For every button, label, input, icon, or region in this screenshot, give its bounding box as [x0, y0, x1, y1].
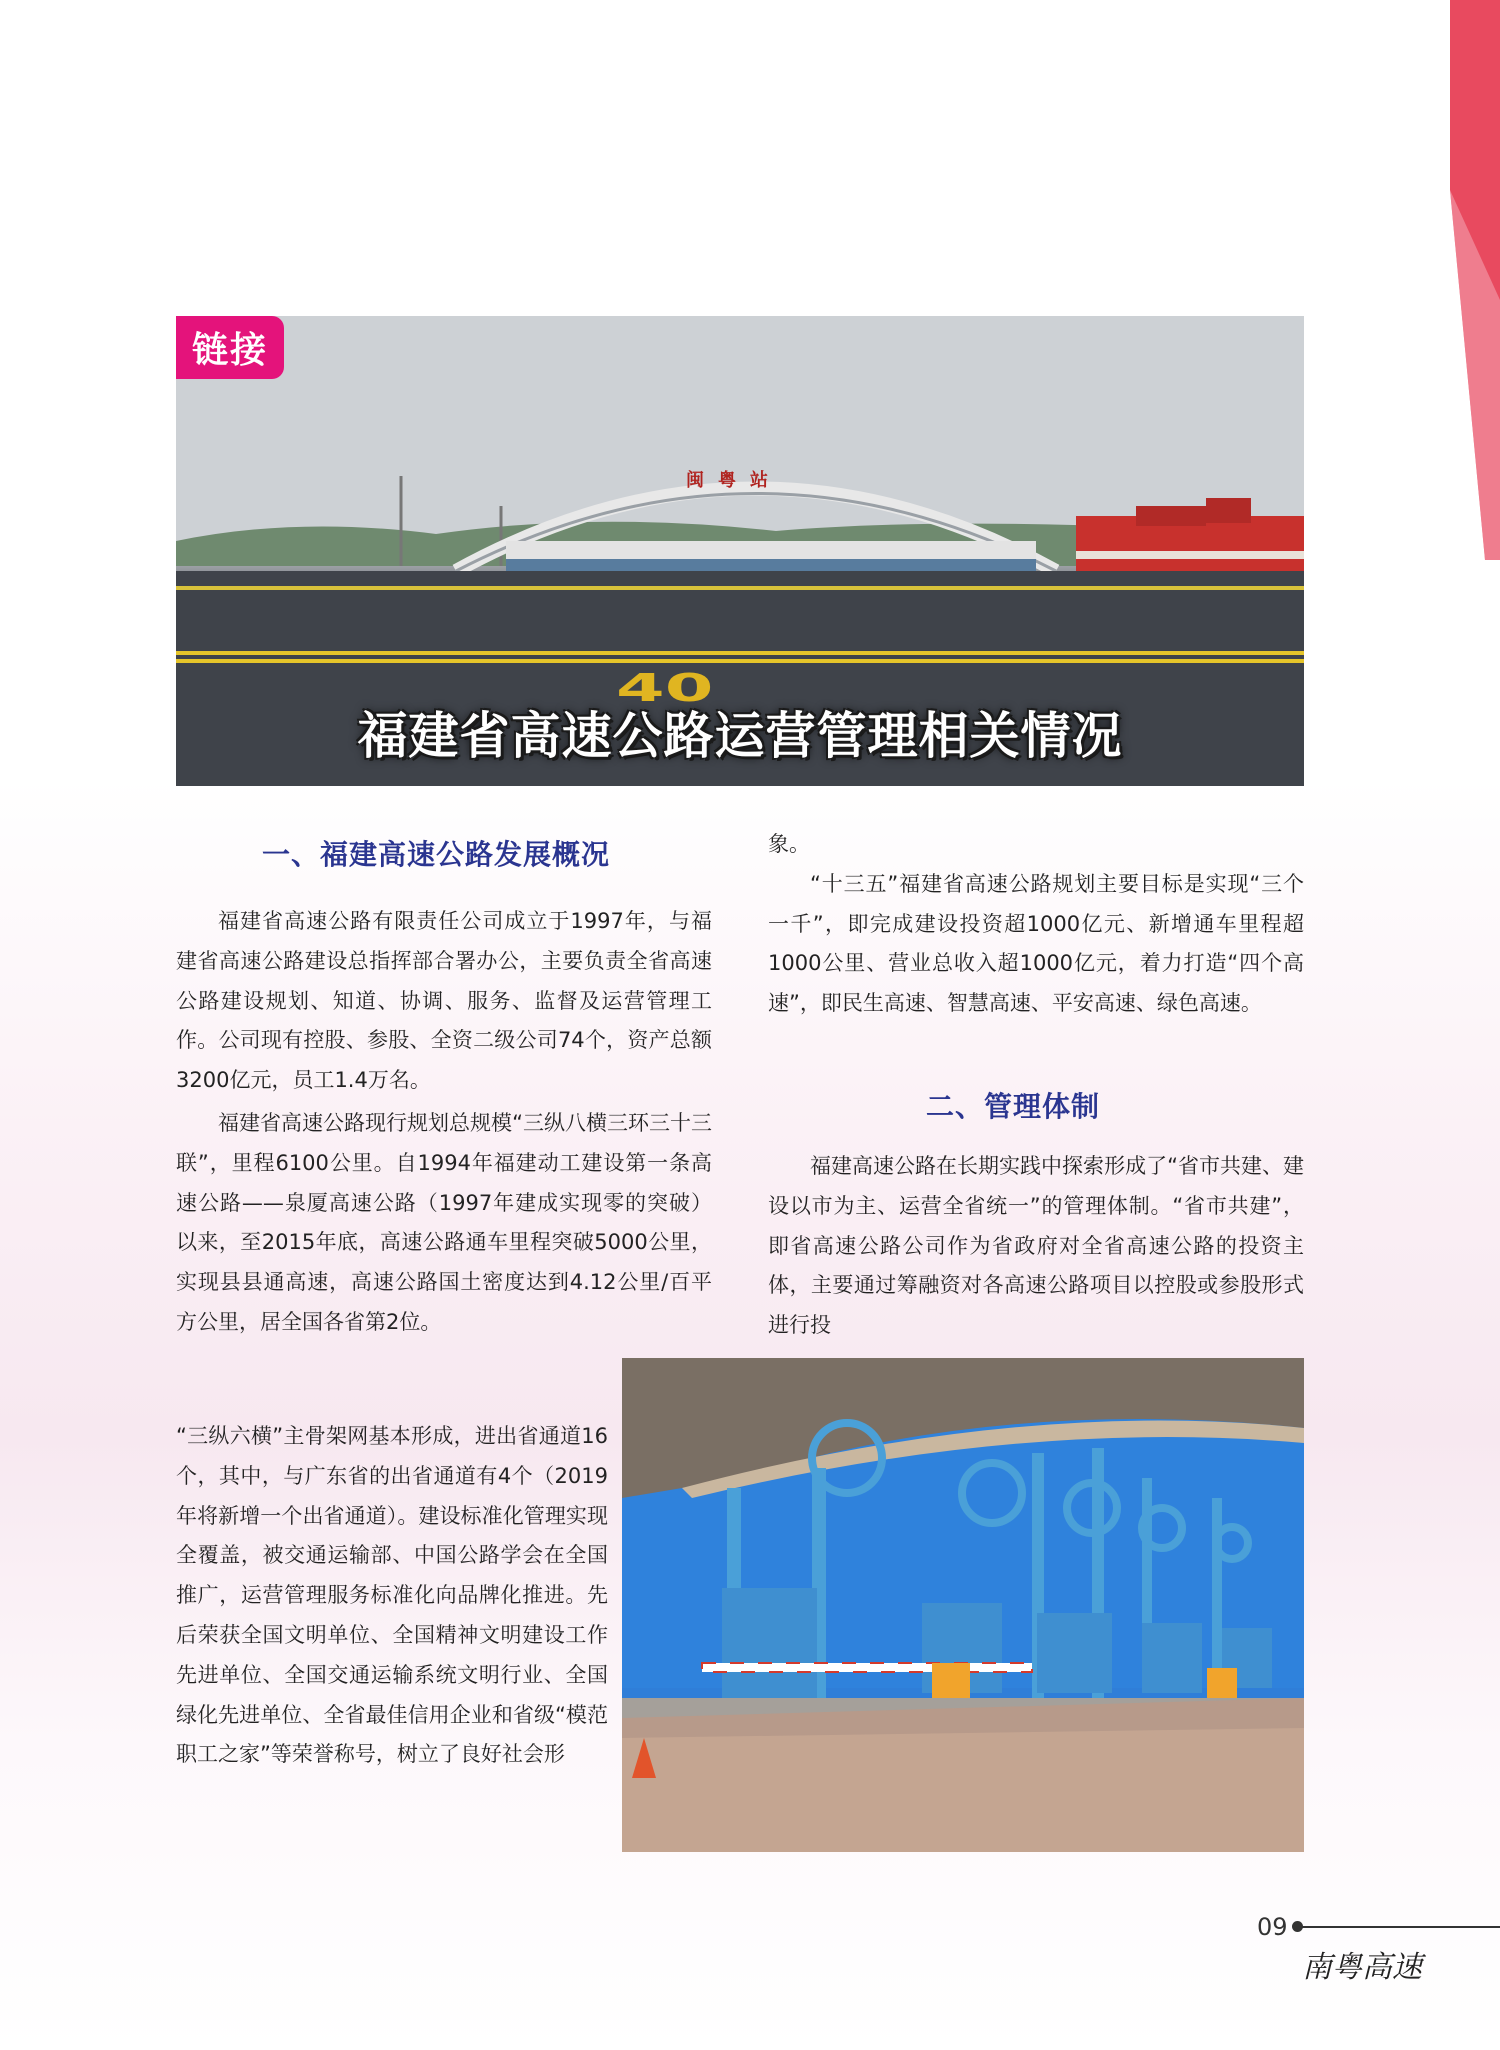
paragraph-honors: “三纵六横”主骨架网基本形成，进出省通道16个，其中，与广东省的出省通道有4个（2019年将新增一个出省通道）。建设标准化管理实现全覆盖，被交通运输部、中国公路学会在全国推广，运营管理服务标准化向品牌化推进。先后荣获全国文明单位、全国精神文明建设工作先进单位、全国交通运输系统文明行业、全国绿化先进单位、全省最佳信用企业和省级“模范职工之家”等荣誉称号，树立了良好社会形 — [176, 1424, 608, 1767]
page-rule — [1298, 1926, 1500, 1928]
paragraph-management: 福建高速公路在长期实践中探索形成了“省市共建、建设以市为主、运营全省统一”的管理体制。“省市共建”，即省高速公路公司作为省政府对全省高速公路的投资主体，主要通过筹融资对各高速公路项目以控股或参股形式进行投 — [768, 1154, 1304, 1338]
left-column-narrow-text — [176, 1417, 608, 1775]
toll-booth-photo — [622, 1358, 1304, 1852]
paragraph-plan: “十三五”福建省高速公路规划主要目标是实现“三个一千”，即完成建设投资超1000亿元、新增通车里程超1000公里、营业总收入超1000亿元，着力打造“四个高速”，即民生高速、智慧高速、平安高速、绿色高速。 — [768, 871, 1304, 1016]
right-column-text — [768, 825, 1304, 1024]
road-marking-number: 40 — [616, 666, 714, 711]
hero-title: 福建省高速公路运营管理相关情况 — [357, 707, 1123, 765]
paragraph-network: 福建省高速公路现行规划总规模“三纵八横三环三十三联”，里程6100公里。自1994年福建动工建设第一条高速公路——泉厦高速公路（1997年建成实现零的突破）以来，至2015年底，高速公路通车里程突破5000公里，实现县县通高速，高速公路国土密度达到4.12公里/百平方公里，居全国各省第2位。 — [176, 1110, 712, 1334]
section-2-text — [768, 1147, 1304, 1346]
paragraph-company: 福建省高速公路有限责任公司成立于1997年，与福建省高速公路建设总指挥部合署办公，主要负责全省高速公路建设规划、知道、协调、服务、监督及运营管理工作。公司现有控股、参股、全资二级公司74个，资产总额3200亿元，员工1.4万名。 — [176, 909, 712, 1093]
continuation-text: 象。 — [768, 832, 810, 856]
magazine-logo: 南粤高速 — [1302, 1950, 1422, 1985]
link-tag: 链接 — [176, 316, 284, 379]
section-2-heading: 二、管理体制 — [926, 1090, 1101, 1123]
hero-sign-text: 闽粤站 — [686, 470, 782, 491]
left-column-text — [176, 902, 712, 1343]
page-number: 09 — [1257, 1913, 1288, 1941]
toll-booth-illustration — [622, 1358, 1304, 1852]
hero-photo — [176, 316, 1304, 786]
corner-decoration — [1440, 0, 1500, 560]
section-1-heading: 一、福建高速公路发展概况 — [262, 838, 611, 871]
